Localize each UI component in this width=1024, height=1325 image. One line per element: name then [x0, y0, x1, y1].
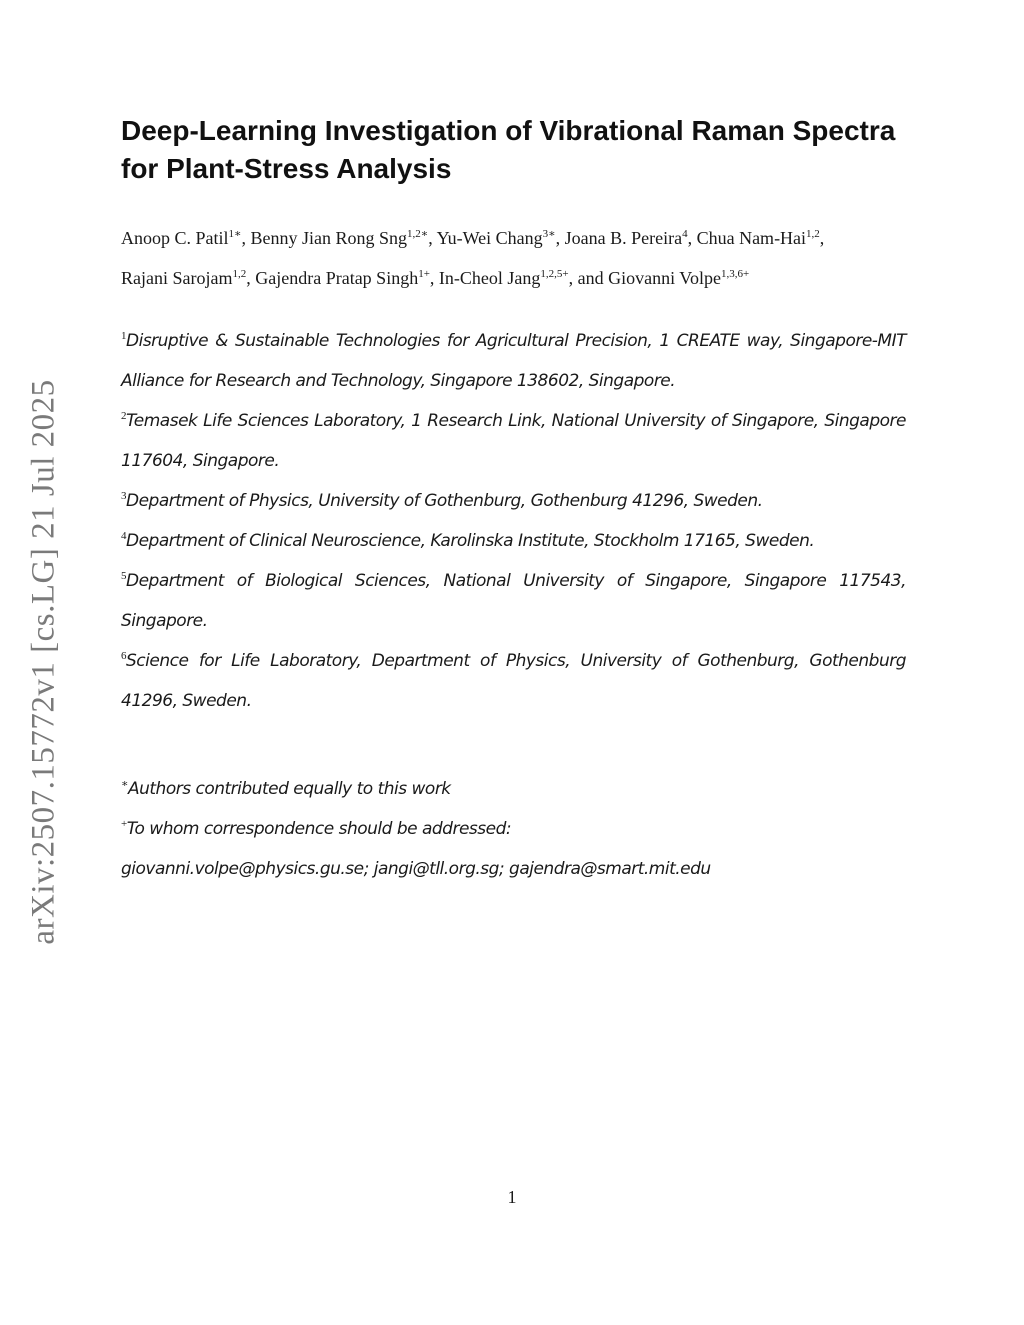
affiliation: $^3$Department of Physics, University of Gothenburg, Gothenburg 41296, Sweden.	[121, 490, 763, 511]
page-number: 1	[507, 1187, 517, 1207]
author: Joana B. Pereira$^4$,	[564, 228, 697, 248]
affiliation: $^1$Disruptive & Sustainable Technologies for Agricultural Precision, 1 CREATE way, Singapore-MIT Alliance for Research and Technology, Singapore 138602, Singapore.	[121, 330, 906, 391]
affiliation: $^5$Department of Biological Sciences, National University of Singapore, Singapore 117543, Singapore.	[121, 570, 906, 631]
author: In-Cheol Jang$^{1,2,5+}$, and	[438, 268, 609, 288]
author: Benny Jian Rong Sng$^{1,2∗}$,	[250, 228, 437, 248]
author: Gajendra Pratap Singh$^{1+}$,	[255, 268, 439, 288]
paper-title: Deep-Learning Investigation of Vibrational Raman Spectra for Plant-Stress Analysis	[121, 115, 896, 184]
affiliation: $^4$Department of Clinical Neuroscience, Karolinska Institute, Stockholm 17165, Sweden.	[121, 530, 815, 551]
author: Giovanni Volpe$^{1,3,6+}$	[608, 268, 750, 288]
author: Rajani Sarojam$^{1,2}$,	[121, 268, 256, 288]
correspondence-emails: giovanni.volpe@physics.gu.se; jangi@tll.org.sg; gajendra@smart.mit.edu	[121, 859, 711, 879]
affiliation-list	[121, 321, 906, 721]
affiliation: $^6$Science for Life Laboratory, Department of Physics, University of Gothenburg, Gothenburg 41296, Sweden.	[121, 650, 906, 711]
author: Yu-Wei Chang$^{3∗}$,	[436, 228, 565, 248]
author-list	[121, 218, 911, 298]
equal-contribution-note: ∗Authors contributed equally to this work	[121, 778, 451, 799]
author: Anoop C. Patil$^{1∗}$,	[121, 228, 251, 248]
author-notes	[121, 769, 906, 889]
correspondence-note: +To whom correspondence should be addressed:	[121, 818, 512, 839]
arxiv-identifier: arXiv:2507.15772v1 [cs.LG] 21 Jul 2025	[25, 379, 62, 945]
author: Chua Nam-Hai$^{1,2}$,	[696, 228, 825, 248]
affiliation: $^2$Temasek Life Sciences Laboratory, 1 Research Link, National University of Singapore, Singapore 117604, Singapore.	[121, 410, 906, 471]
